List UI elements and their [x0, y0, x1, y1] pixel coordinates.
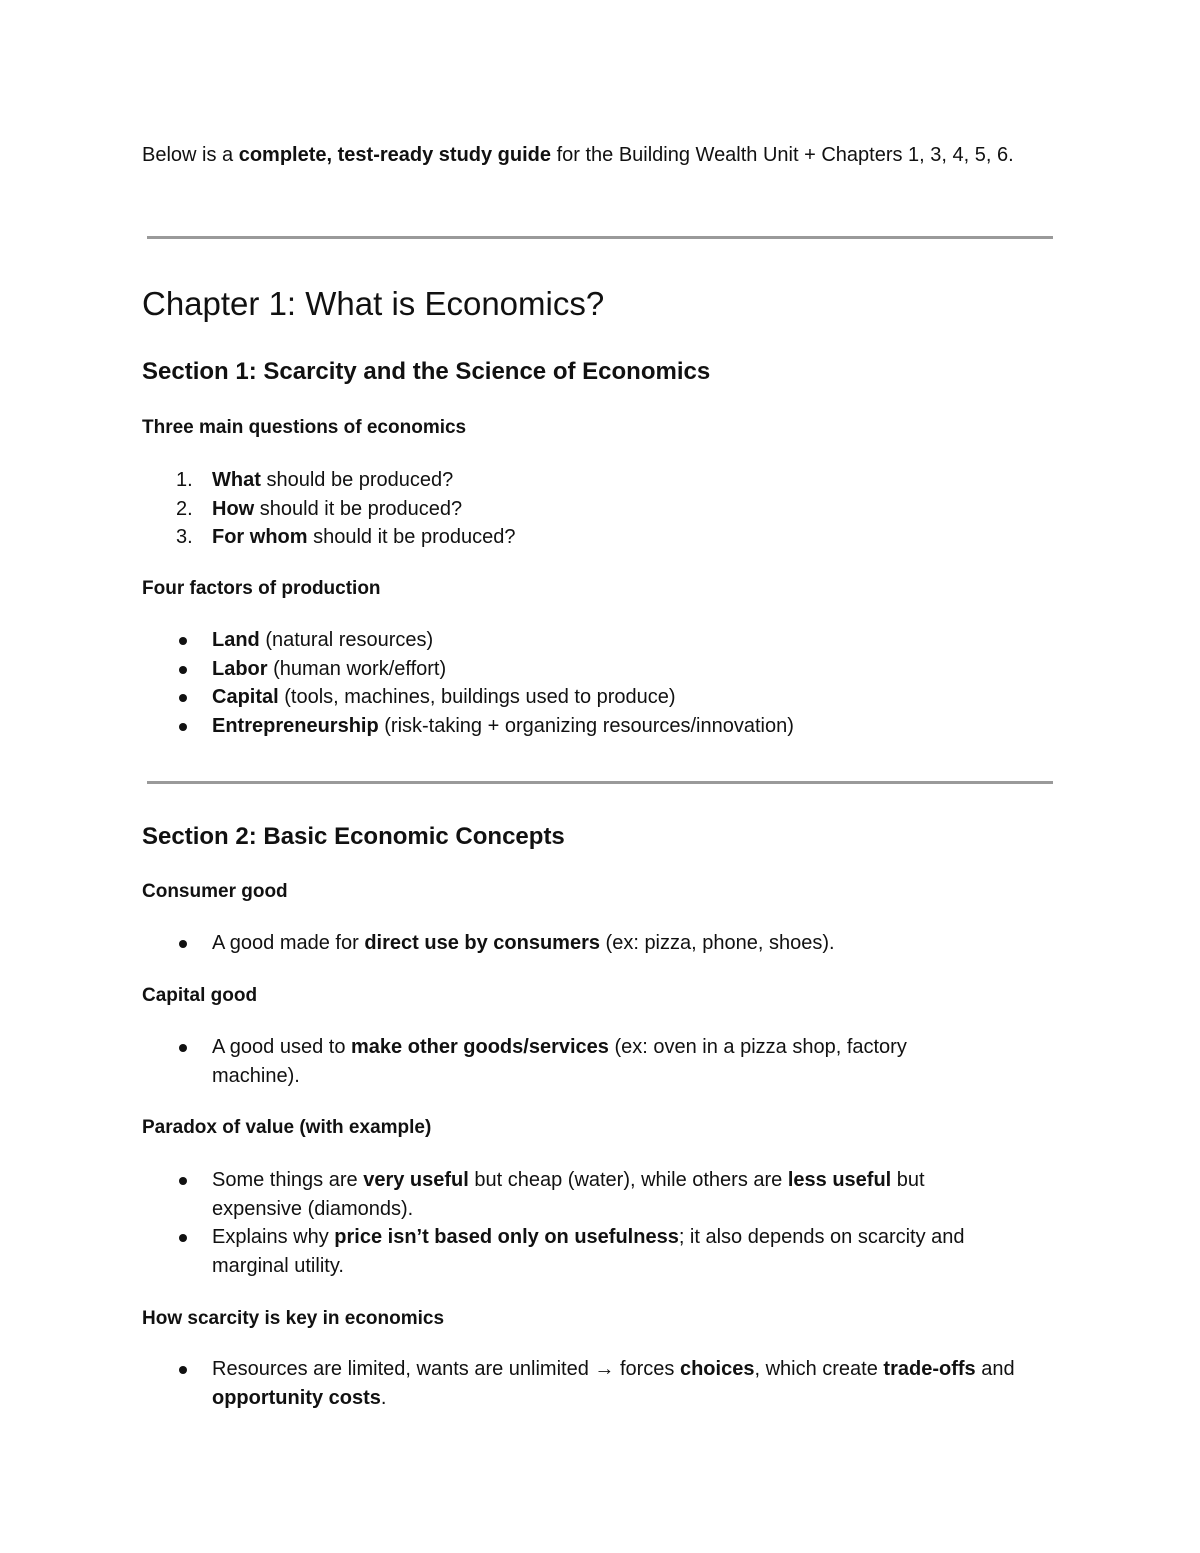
- consumer-good-heading: Consumer good: [142, 881, 288, 902]
- item-bold: make other goods/services: [351, 1036, 609, 1058]
- item-text: should it be produced?: [254, 497, 463, 520]
- item-bold: trade-offs: [883, 1358, 976, 1380]
- item-text: (ex: pizza, phone, shoes).: [599, 932, 835, 954]
- questions-list: [142, 466, 1058, 552]
- item-bold: direct use by consumers: [364, 932, 600, 954]
- list-item: [142, 495, 1058, 524]
- item-bold: very useful: [363, 1169, 469, 1191]
- item-text: (risk-taking + organizing resources/innovation): [378, 714, 794, 737]
- bullet-icon: [179, 1366, 187, 1374]
- list-item: [142, 655, 1058, 684]
- item-text: Explains why: [212, 1226, 335, 1248]
- list-item: [142, 626, 1058, 655]
- list-item: [142, 466, 1058, 495]
- list-number: 3.: [176, 526, 193, 548]
- scarcity-list: [142, 1355, 1048, 1412]
- item-bold: opportunity costs: [212, 1386, 381, 1409]
- intro-bold: complete, test-ready study guide: [238, 144, 552, 166]
- horizontal-rule: [147, 236, 1053, 239]
- bullet-icon: [179, 1177, 187, 1185]
- bullet-icon: [179, 940, 187, 948]
- bullet-icon: [179, 1234, 187, 1242]
- intro-paragraph: [142, 140, 1058, 170]
- factors-list: [142, 626, 1058, 740]
- bullet-icon: [179, 1044, 187, 1052]
- horizontal-rule: [147, 781, 1053, 784]
- intro-prefix: Below is a: [142, 144, 239, 166]
- item-bold: price isn’t based only on usefulness: [334, 1226, 679, 1248]
- item-bold: Labor: [212, 657, 268, 680]
- list-item: [142, 1033, 972, 1090]
- list-item: [142, 712, 1058, 741]
- item-text: and: [975, 1358, 1015, 1380]
- list-item: [142, 1223, 1038, 1280]
- item-text: (natural resources): [259, 629, 434, 651]
- item-text: A good used to: [212, 1036, 352, 1058]
- item-text: A good made for: [212, 932, 365, 954]
- item-text: Some things are: [212, 1169, 364, 1191]
- item-text: (human work/effort): [267, 657, 447, 680]
- item-bold: What: [212, 469, 261, 491]
- section-2-title: Section 2: Basic Economic Concepts: [142, 823, 565, 850]
- scarcity-heading: How scarcity is key in economics: [142, 1308, 445, 1329]
- item-text: Resources are limited, wants are unlimited → forces: [212, 1358, 680, 1380]
- item-bold: Entrepreneurship: [212, 714, 379, 737]
- item-text: but expensive (diamonds).: [212, 1169, 925, 1220]
- bullet-icon: [179, 723, 187, 731]
- item-text: (tools, machines, buildings used to produce): [278, 686, 676, 708]
- paradox-heading: Paradox of value (with example): [142, 1117, 432, 1138]
- factors-heading: Four factors of production: [142, 578, 381, 599]
- item-text: should be produced?: [260, 469, 454, 491]
- item-bold: choices: [679, 1358, 755, 1380]
- item-text: .: [380, 1386, 387, 1409]
- bullet-icon: [179, 666, 187, 674]
- list-item: [142, 1355, 1048, 1412]
- chapter-title: Chapter 1: What is Economics?: [142, 285, 605, 322]
- item-bold: Capital: [212, 686, 279, 708]
- item-text: but cheap (water), while others are: [468, 1169, 788, 1191]
- list-item: [142, 523, 1058, 552]
- list-item: [142, 683, 1058, 712]
- list-number: 2.: [176, 497, 193, 520]
- paradox-list: [142, 1166, 1038, 1280]
- capital-good-heading: Capital good: [142, 985, 258, 1006]
- questions-heading: Three main questions of economics: [142, 417, 467, 438]
- consumer-good-list: [142, 929, 1058, 958]
- bullet-icon: [179, 694, 187, 702]
- item-text: (ex: oven in a pizza shop, factory machine).: [212, 1036, 907, 1087]
- item-bold: less useful: [787, 1169, 892, 1191]
- list-number: 1.: [176, 469, 193, 491]
- item-bold: Land: [212, 629, 260, 651]
- intro-suffix: for the Building Wealth Unit + Chapters 1, 3, 4, 5, 6.: [551, 144, 1014, 166]
- list-item: [142, 929, 1058, 958]
- item-bold: For whom: [212, 526, 308, 548]
- capital-good-list: [142, 1033, 972, 1090]
- item-text: ; it also depends on scarcity and marginal utility.: [212, 1226, 965, 1277]
- item-text: should it be produced?: [307, 526, 516, 548]
- section-1-title: Section 1: Scarcity and the Science of Economics: [142, 358, 711, 385]
- list-item: [142, 1166, 1012, 1223]
- item-text: , which create: [754, 1358, 884, 1380]
- item-bold: How: [212, 497, 255, 520]
- bullet-icon: [179, 637, 187, 645]
